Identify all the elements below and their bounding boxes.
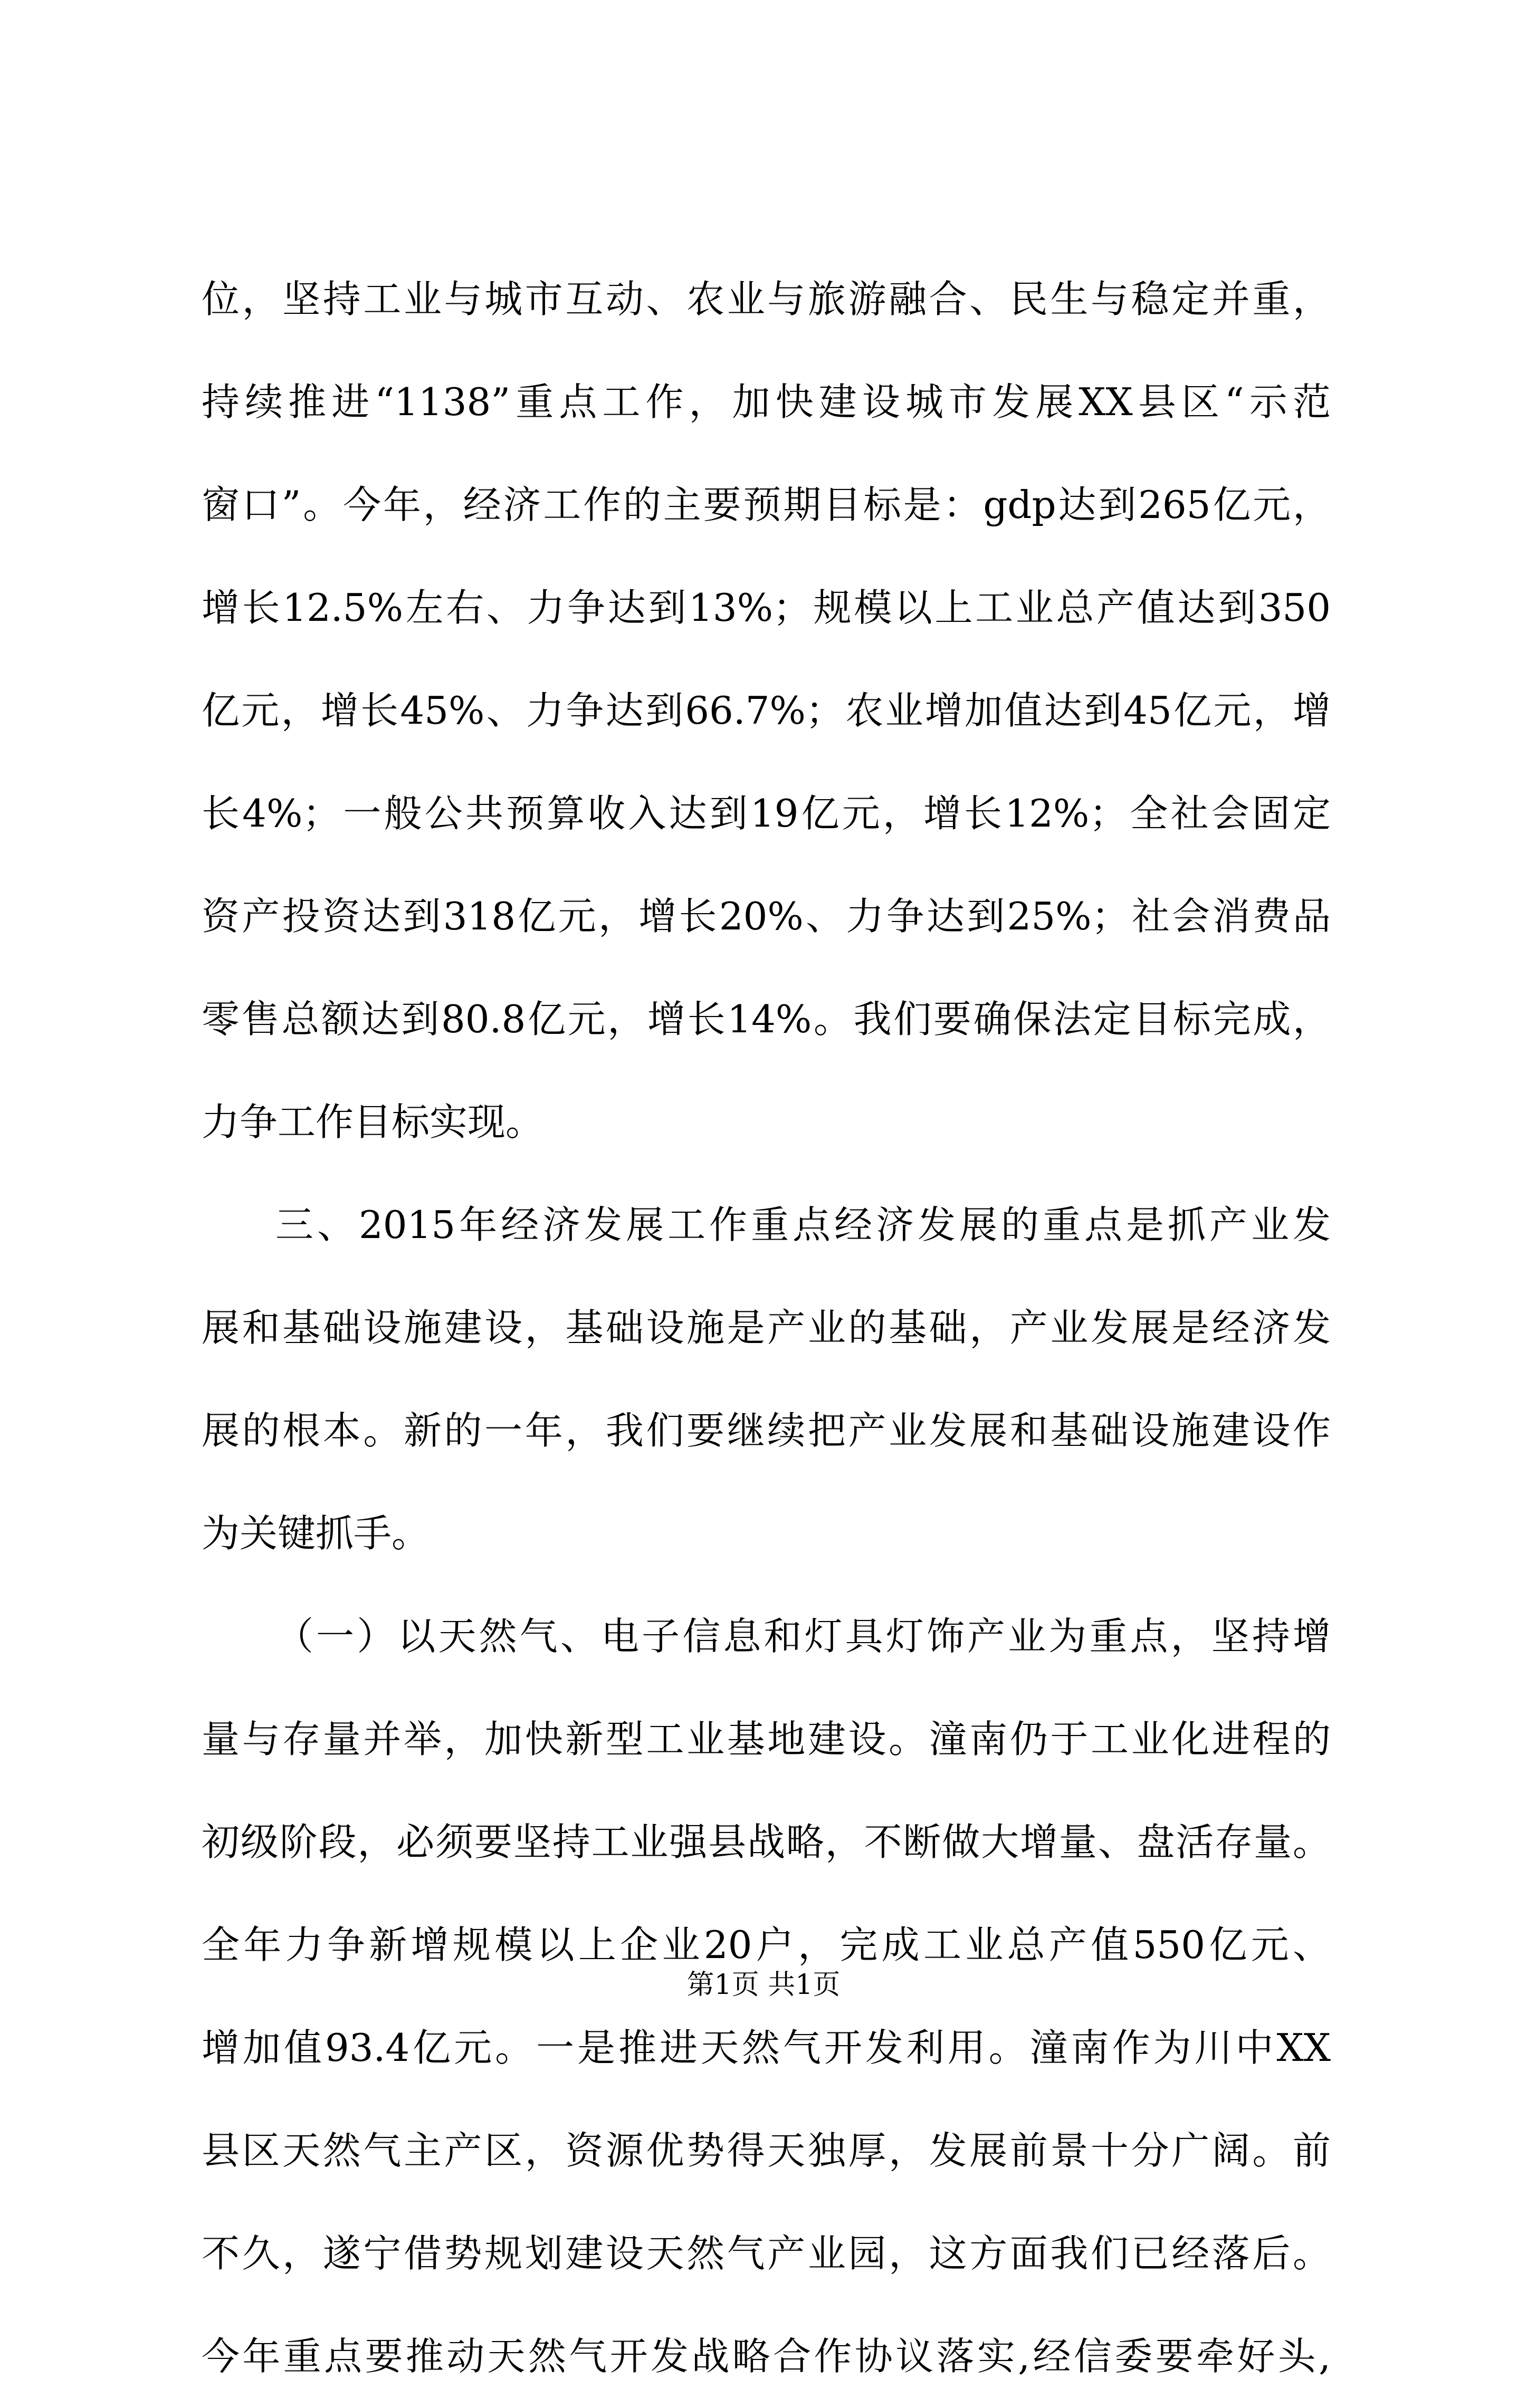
text-line-7: 资产投资达到318亿元，增长20%、力争达到25%；社会消费品 bbox=[202, 894, 1331, 938]
text-line-16: 初级阶段，必须要坚持工业强县战略，不断做大增量、盘活存量。 bbox=[202, 1820, 1331, 1864]
text-line-21: 今年重点要推动天然气开发战略合作协议落实,经信委要牵好头, bbox=[202, 2334, 1331, 2378]
text-line-6: 长4%；一般公共预算收入达到19亿元，增长12%；全社会固定 bbox=[202, 791, 1331, 836]
text-line-17: 全年力争新增规模以上企业20户，完成工业总产值550亿元、 bbox=[202, 1923, 1331, 1967]
page-number-label: 第1页 共1页 bbox=[686, 1969, 841, 2001]
text-line-20: 不久，遂宁借势规划建设天然气产业园，这方面我们已经落后。 bbox=[202, 2231, 1331, 2276]
document-body bbox=[202, 248, 1331, 2408]
text-line-2: 持续推进“1138”重点工作，加快建设城市发展XX县区“示范 bbox=[202, 380, 1331, 424]
text-line-1: 位，坚持工业与城市互动、农业与旅游融合、民生与稳定并重， bbox=[202, 277, 1331, 321]
text-line-19: 县区天然气主产区，资源优势得天独厚，发展前景十分广阔。前 bbox=[202, 2128, 1331, 2173]
text-line-5: 亿元，增长45%、力争达到66.7%；农业增加值达到45亿元，增 bbox=[202, 688, 1331, 733]
text-line-10: 三、2015年经济发展工作重点经济发展的重点是抓产业发 bbox=[275, 1203, 1331, 1247]
text-line-12: 展的根本。新的一年，我们要继续把产业发展和基础设施建设作 bbox=[202, 1408, 1331, 1453]
text-line-13: 为关键抓手。 bbox=[202, 1511, 430, 1556]
page-footer bbox=[0, 1966, 1527, 2003]
text-line-11: 展和基础设施建设，基础设施是产业的基础，产业发展是经济发 bbox=[202, 1306, 1331, 1350]
text-line-3: 窗口”。今年，经济工作的主要预期目标是：gdp达到265亿元， bbox=[202, 483, 1331, 527]
text-line-14: （一）以天然气、电子信息和灯具灯饰产业为重点，坚持增 bbox=[275, 1614, 1331, 1658]
text-line-9: 力争工作目标实现。 bbox=[202, 1100, 544, 1144]
text-line-4: 增长12.5%左右、力争达到13%；规模以上工业总产值达到350 bbox=[202, 586, 1331, 630]
text-line-15: 量与存量并举，加快新型工业基地建设。潼南仍于工业化进程的 bbox=[202, 1717, 1331, 1761]
text-line-18: 增加值93.4亿元。一是推进天然气开发利用。潼南作为川中XX bbox=[202, 2026, 1331, 2070]
text-line-8: 零售总额达到80.8亿元，增长14%。我们要确保法定目标完成， bbox=[202, 997, 1331, 1041]
